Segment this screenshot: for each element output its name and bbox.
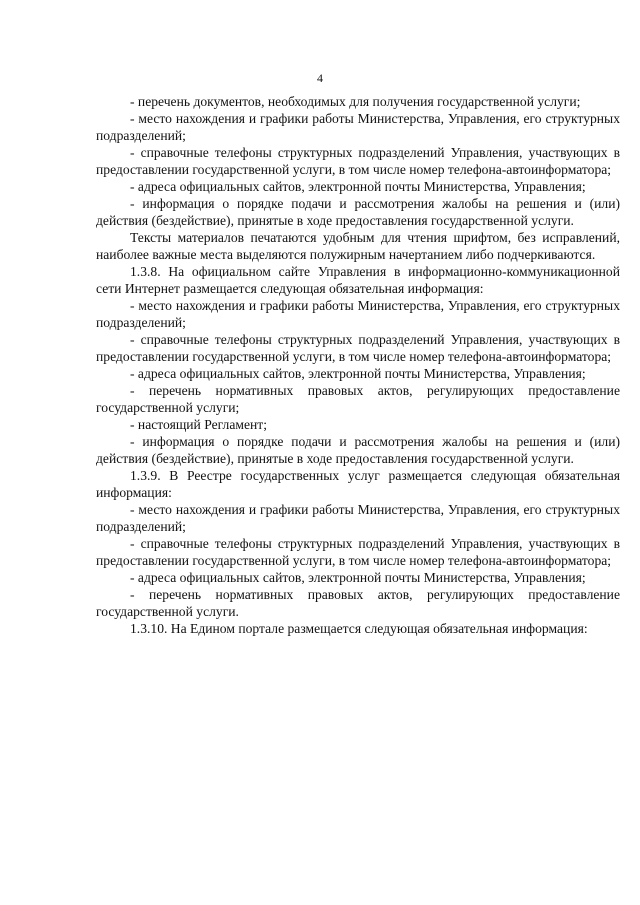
list-item: - настоящий Регламент; [130, 417, 267, 432]
list-item: - место нахождения и графики работы Министерства, Управления, его структурных подразделений; [96, 502, 620, 534]
list-item: - справочные телефоны структурных подразделений Управления, участвующих в предоставлении государственной услуги, в том числе номер телефона-автоинформатора; [96, 536, 620, 568]
section-heading-paragraph: 1.3.9. В Реестре государственных услуг размещается следующая обязательная информация: [96, 468, 620, 500]
list-item: - информация о порядке подачи и рассмотрения жалобы на решения и (или) действия (бездействие), принятые в ходе предоставления государственной услуги. [96, 434, 620, 466]
list-item: - место нахождения и графики работы Министерства, Управления, его структурных подразделений; [96, 298, 620, 330]
section-heading-paragraph: 1.3.8. На официальном сайте Управления в информационно-коммуникационной сети Интернет размещается следующая обязательная информация: [96, 264, 620, 296]
list-item: - справочные телефоны структурных подразделений Управления, участвующих в предоставлении государственной услуги, в том числе номер телефона-автоинформатора; [96, 145, 620, 177]
list-item: - информация о порядке подачи и рассмотрения жалобы на решения и (или) действия (бездействие), принятые в ходе предоставления государственной услуги. [96, 196, 620, 228]
body-paragraph: Тексты материалов печатаются удобным для чтения шрифтом, без исправлений, наиболее важные места выделяются полужирным начертанием либо подчеркиваются. [96, 230, 620, 262]
document-body [96, 93, 620, 637]
section-heading-paragraph: 1.3.10. На Едином портале размещается следующая обязательная информация: [130, 621, 588, 636]
list-item: - справочные телефоны структурных подразделений Управления, участвующих в предоставлении государственной услуги, в том числе номер телефона-автоинформатора; [96, 332, 620, 364]
list-item: - перечень документов, необходимых для получения государственной услуги; [130, 94, 581, 109]
list-item: - адреса официальных сайтов, электронной почты Министерства, Управления; [130, 366, 586, 381]
list-item: - адреса официальных сайтов, электронной почты Министерства, Управления; [130, 179, 586, 194]
page-number: 4 [317, 71, 323, 85]
list-item: - место нахождения и графики работы Министерства, Управления, его структурных подразделений; [96, 111, 620, 143]
list-item: - адреса официальных сайтов, электронной почты Министерства, Управления; [130, 570, 586, 585]
list-item: - перечень нормативных правовых актов, регулирующих предоставление государственной услуги. [96, 587, 620, 619]
list-item: - перечень нормативных правовых актов, регулирующих предоставление государственной услуги; [96, 383, 620, 415]
